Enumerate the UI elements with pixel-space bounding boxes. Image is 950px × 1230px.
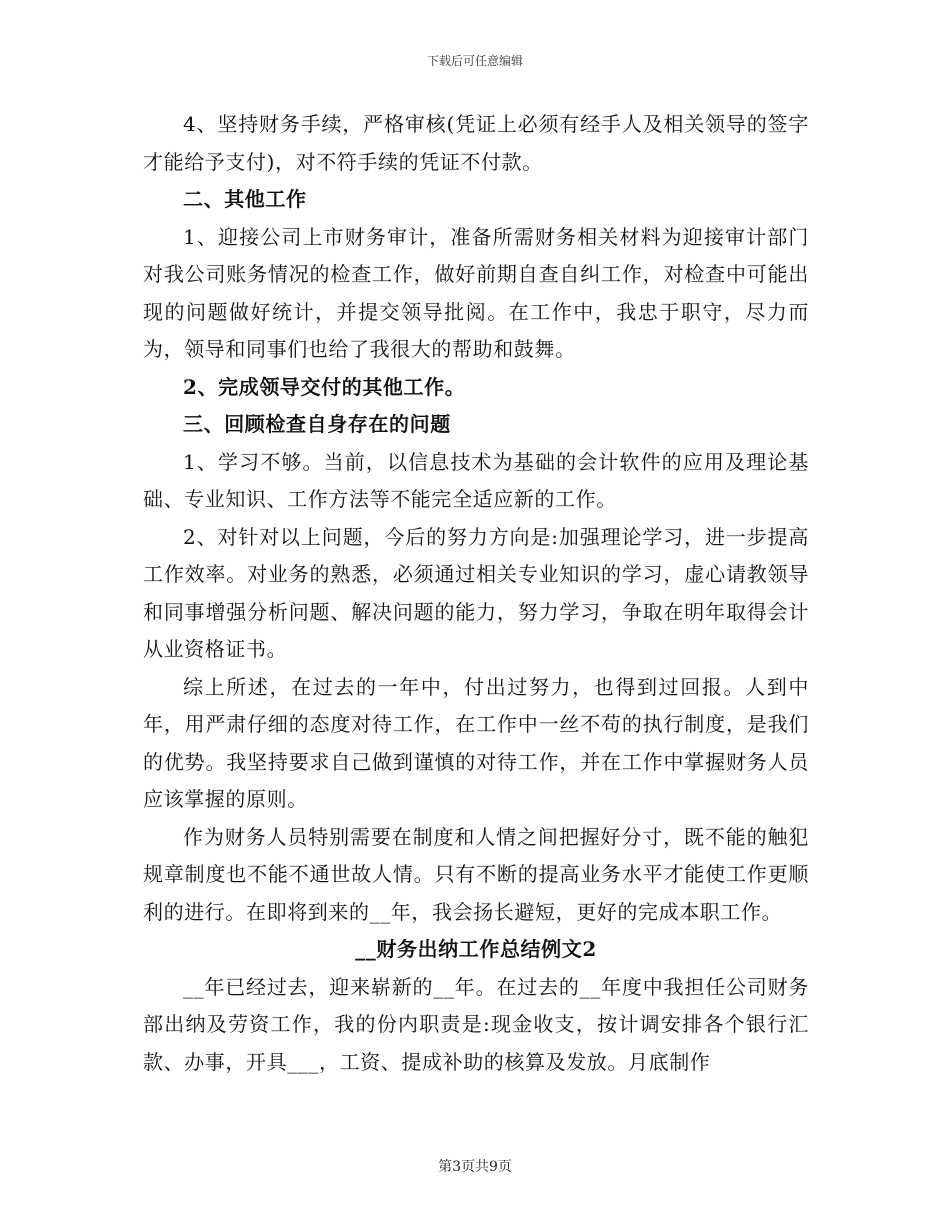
section-heading: 三、回顾检查自身存在的问题 [183,412,451,436]
paragraph: 作为财务人员特别需要在制度和人情之间把握好分寸，既不能的触犯规章制度也不能不通世故人情。只有不断的提高业务水平才能使工作更顺利的进行。在即将到来的__年，我会扬长避短，更好的完成本职工作。 [143,824,809,924]
paragraph: 1、学习不够。当前，以信息技术为基础的会计软件的应用及理论基础、专业知识、工作方法等不能完全适应新的工作。 [143,449,809,511]
paragraph: 综上所述，在过去的一年中，付出过努力，也得到过回报。人到中年，用严肃仔细的态度对待工作，在工作中一丝不苟的执行制度，是我们的优势。我坚持要求自己做到谨慎的对待工作，并在工作中掌握财务人员应该掌握的原则。 [143,674,809,811]
paragraph: 4、坚持财务手续，严格审核(凭证上必须有经手人及相关领导的签字才能给予支付)，对不符手续的凭证不付款。 [143,112,809,174]
paragraph: __年已经过去，迎来崭新的__年。在过去的__年度中我担任公司财务部出纳及劳资工作，我的份内职责是:现金收支，按计调安排各个银行汇款、办事，开具___，工资、提成补助的核算及发放。月底制作 [143,974,809,1074]
paragraph: 1、迎接公司上市财务审计，准备所需财务相关材料为迎接审计部门对我公司账务情况的检查工作，做好前期自查自纠工作，对检查中可能出现的问题做好统计，并提交领导批阅。在工作中，我忠于职守，尽力而为，领导和同事们也给了我很大的帮助和鼓舞。 [143,224,809,361]
paragraph: 2、对针对以上问题，今后的努力方向是:加强理论学习，进一步提高工作效率。对业务的熟悉，必须通过相关专业知识的学习，虚心请教领导和同事增强分析问题、解决问题的能力，努力学习，争取在明年取得会计从业资格证书。 [143,524,809,661]
document-body [143,106,809,1081]
page-header: 下载后可任意编辑 [426,54,523,68]
article-title: __财务出纳工作总结例文2 [355,937,597,961]
page-footer: 第3页共9页 [438,1159,512,1175]
section-heading: 二、其他工作 [183,187,307,211]
bold-paragraph: 2、完成领导交付的其他工作。 [183,374,466,399]
